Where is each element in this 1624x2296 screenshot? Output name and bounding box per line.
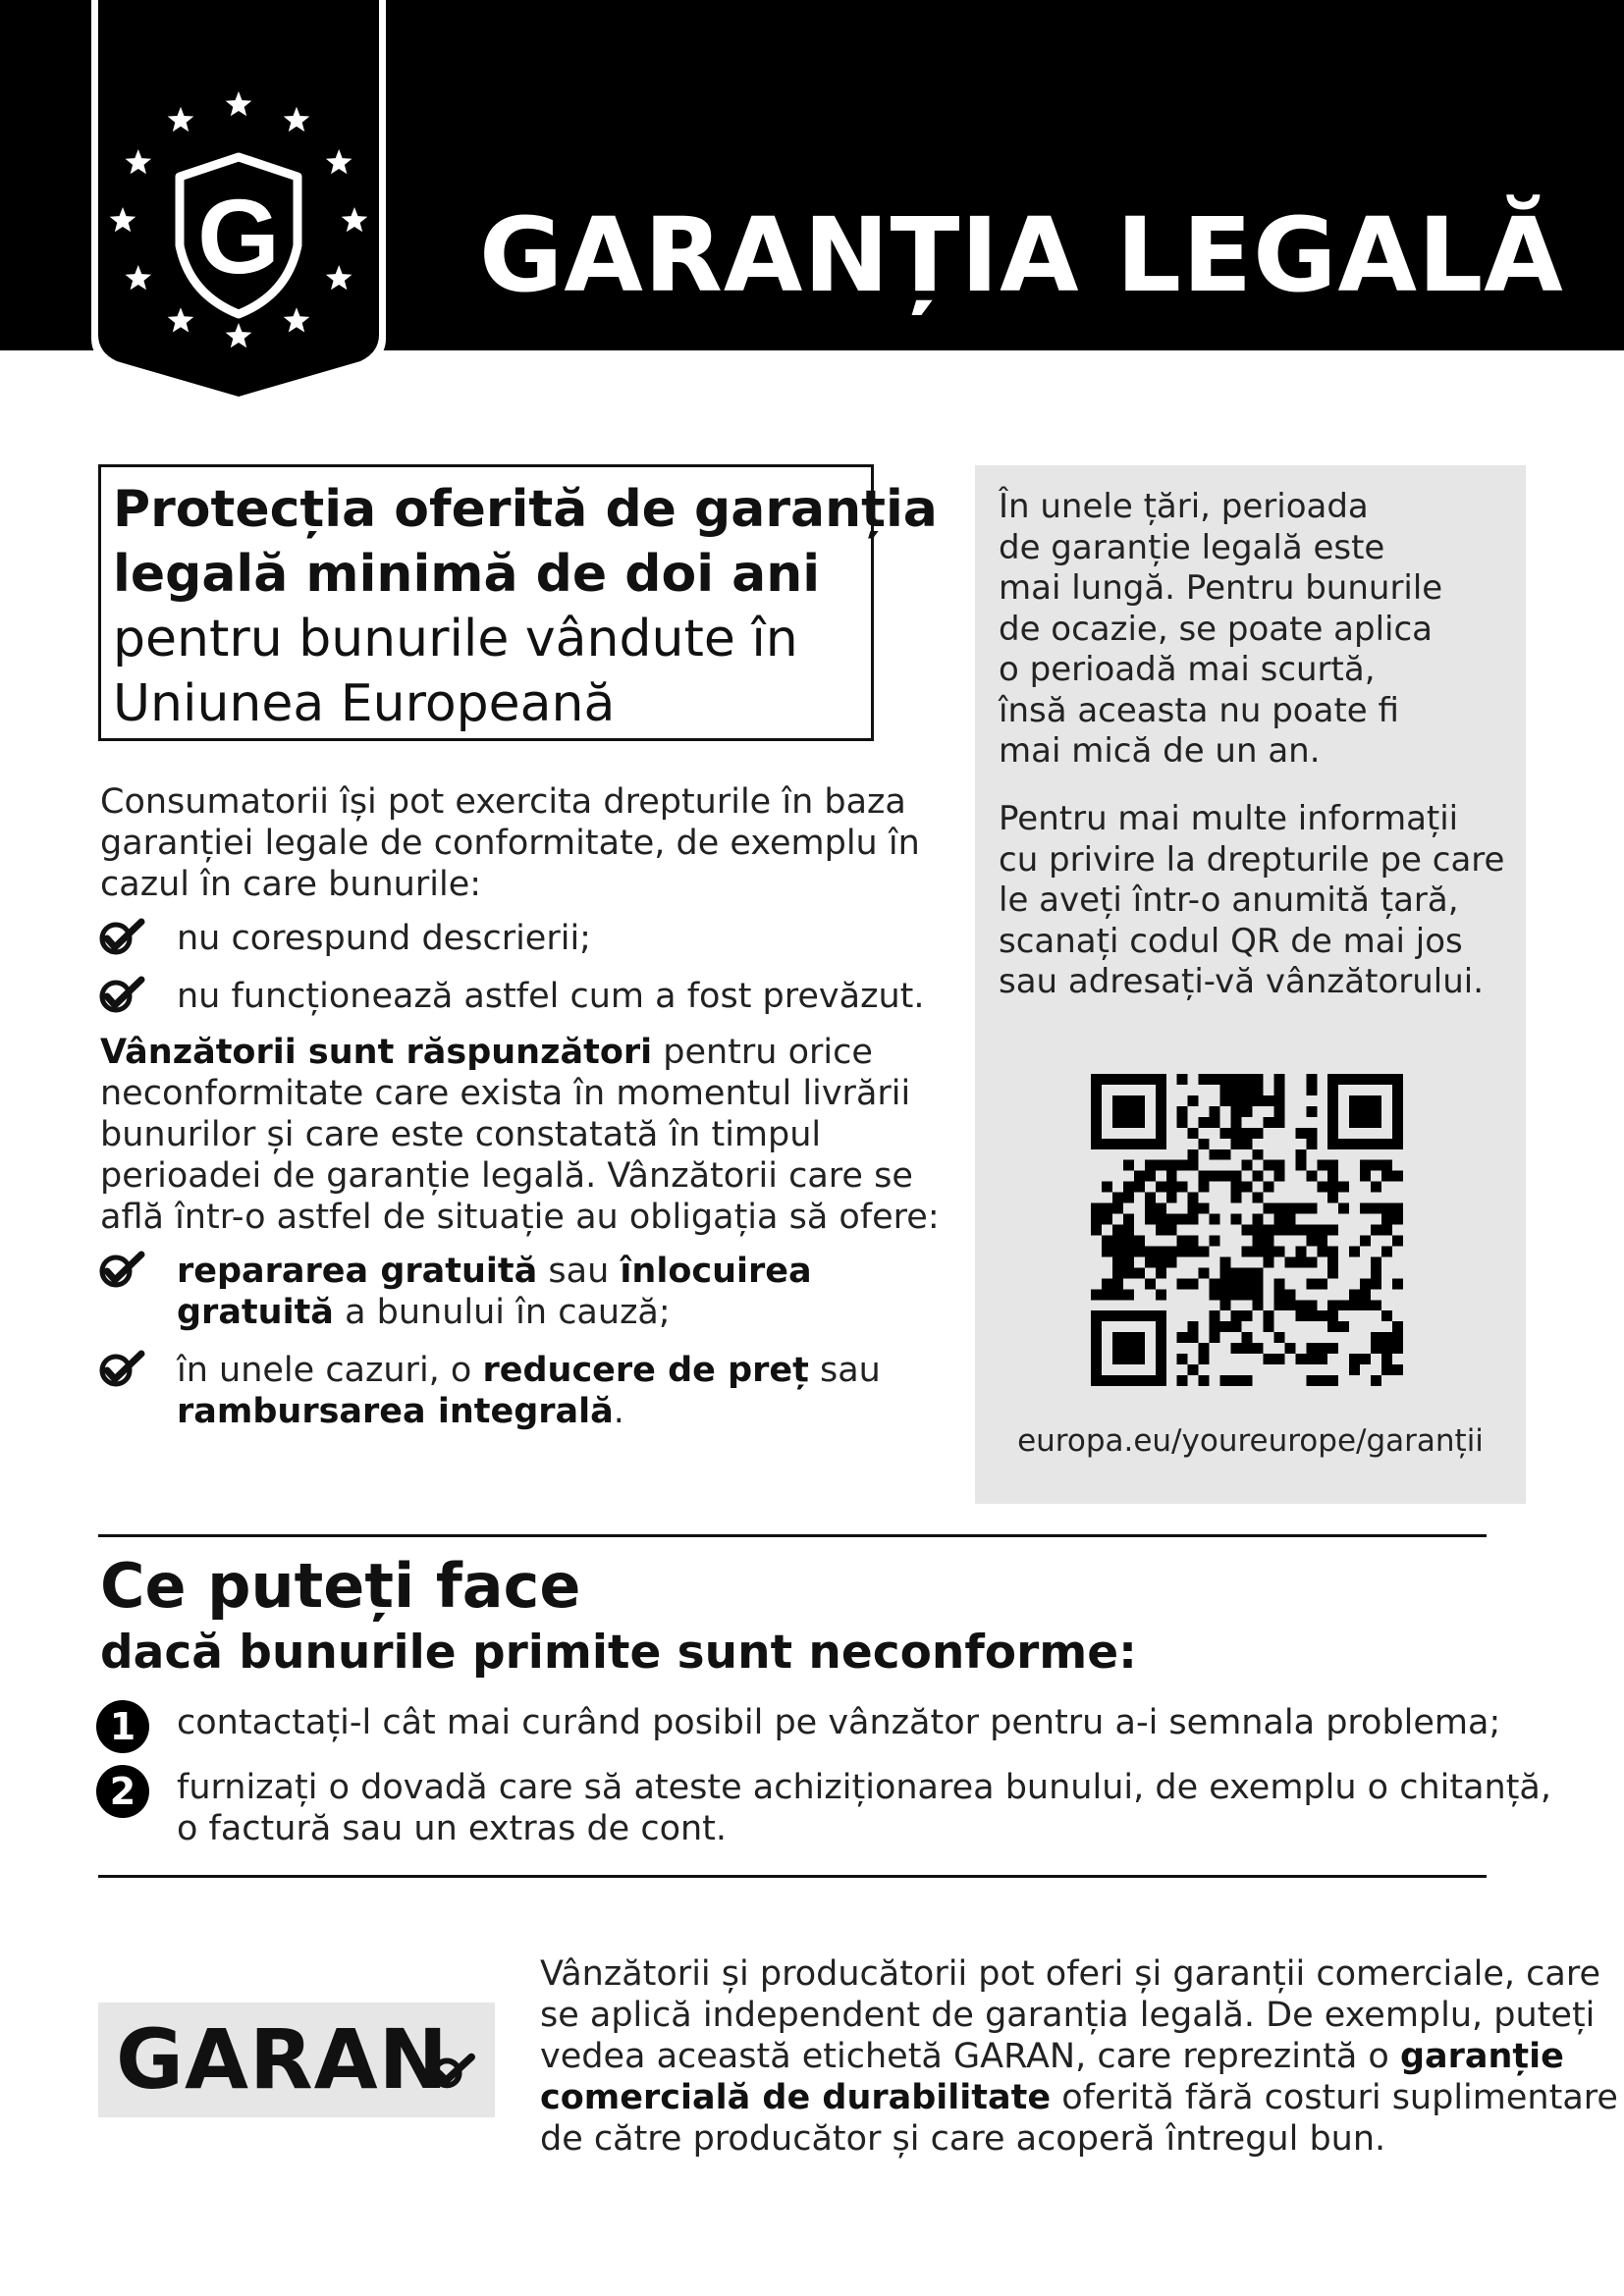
commercial-paragraph — [540, 1953, 1618, 2160]
sidebar-line: însă aceasta nu poate fi — [999, 690, 1399, 730]
sidebar-line: de ocazie, se poate aplica — [999, 609, 1434, 649]
qr-code-image[interactable] — [1091, 1074, 1403, 1386]
sidebar-panel — [975, 465, 1526, 1504]
remedy-text: în unele cazuri, o — [177, 1351, 483, 1390]
commercial-bold: garanție — [1399, 2037, 1564, 2076]
responsibility-line: află într-o astfel de situație au obligația să ofere: — [100, 1198, 940, 1237]
protection-heading-line: legală minimă de doi ani — [113, 545, 821, 604]
condition-text: nu funcționează astfel cum a fost prevăzut. — [177, 977, 925, 1016]
remedy-text: sau — [537, 1252, 621, 1291]
garan-check-icon — [428, 2052, 475, 2091]
page-title: GARANȚIA LEGALĂ — [479, 195, 1564, 315]
sidebar-line: sau adresați-vă vânzătorului. — [999, 962, 1485, 1001]
check-icon — [96, 1350, 145, 1389]
sidebar-paragraph — [999, 487, 1442, 773]
step-number-badge: 1 — [96, 1700, 149, 1753]
intro-line: garanției legale de conformitate, de exemplu în — [100, 824, 920, 863]
remedy-text: a bunului în cauză; — [333, 1293, 671, 1332]
responsibility-bold: Vânzătorii sunt răspunzători — [100, 1033, 653, 1072]
divider — [98, 1534, 1487, 1537]
intro-paragraph — [100, 781, 920, 905]
responsibility-line: bunurilor și care este constatată în timpul — [100, 1115, 822, 1154]
sidebar-line: Pentru mai multe informații — [999, 799, 1459, 838]
protection-box — [98, 464, 938, 741]
step-text: o factură sau un extras de cont. — [177, 1809, 728, 1848]
sidebar-paragraph — [999, 799, 1504, 1003]
step-text: furnizați o dovadă care să ateste achiziționarea bunului, de exemplu o chitanță, — [177, 1768, 1551, 1807]
actions-heading: Ce puteți face — [100, 1550, 581, 1622]
info-url-link[interactable]: europa.eu/youreurope/garanții — [1017, 1423, 1484, 1459]
check-icon — [96, 976, 145, 1015]
commercial-line: de către producător și care acoperă întregul bun. — [540, 2119, 1386, 2159]
actions-subheading: dacă bunurile primite sunt neconforme: — [100, 1626, 1137, 1680]
check-icon — [96, 1251, 145, 1290]
intro-line: Consumatorii își pot exercita drepturile în baza — [100, 782, 906, 822]
remedy-bold: rambursarea integrală — [177, 1392, 614, 1431]
responsibility-paragraph — [100, 1032, 940, 1238]
commercial-line: Vânzătorii și producătorii pot oferi și garanții comerciale, care — [540, 1954, 1601, 1994]
garan-label-word: GARAN — [116, 2011, 449, 2108]
condition-text: nu corespund descrierii; — [177, 919, 591, 958]
step-number-badge: 2 — [96, 1765, 149, 1818]
remedy-bold: reducere de preț — [482, 1351, 809, 1390]
remedy-bold: repararea gratuită — [177, 1252, 538, 1291]
check-icon — [96, 918, 145, 957]
remedy-bold: gratuită — [177, 1293, 334, 1332]
sidebar-line: de garanție legală este — [999, 527, 1385, 567]
commercial-bold: comercială de durabilitate — [540, 2078, 1052, 2117]
sidebar-line: scanați codul QR de mai jos — [999, 921, 1463, 961]
sidebar-line: o perioadă mai scurtă, — [999, 650, 1376, 689]
sidebar-line: le aveți într-o anumită țară, — [999, 881, 1459, 920]
sidebar-line: În unele țări, perioada — [999, 487, 1369, 526]
remedy-text: sau — [808, 1351, 881, 1390]
remedy-text: . — [613, 1392, 624, 1431]
responsibility-line: neconformitate care exista în momentul livrării — [100, 1074, 911, 1113]
responsibility-line: perioadei de garanție legală. Vânzătorii care se — [100, 1156, 913, 1196]
sidebar-line: mai lungă. Pentru bunurile — [999, 568, 1443, 608]
commercial-line: oferită fără costuri suplimentare — [1051, 2078, 1618, 2117]
remedy-bold: înlocuirea — [620, 1252, 812, 1291]
divider — [98, 1875, 1487, 1878]
intro-line: cazul în care bunurile: — [100, 865, 482, 904]
commercial-line: vedea această etichetă GARAN, care reprezintă o — [540, 2037, 1400, 2076]
commercial-line: se aplică independent de garanția legală. De exemplu, puteți — [540, 1996, 1596, 2035]
sidebar-line: mai mică de un an. — [999, 731, 1321, 771]
sidebar-line: cu privire la drepturile pe care — [999, 839, 1505, 880]
protection-heading-line: Uniunea Europeană — [113, 674, 616, 733]
logo-letter: G — [196, 177, 281, 295]
protection-heading-line: pentru bunurile vândute în — [113, 610, 798, 668]
responsibility-text: pentru orice — [652, 1033, 873, 1072]
protection-heading-line: Protecția oferită de garanția — [113, 480, 938, 539]
step-text: contactați-l cât mai curând posibil pe vânzător pentru a-i semnala problema; — [177, 1703, 1501, 1742]
garan-label — [98, 2002, 495, 2117]
eu-stars-shield-logo — [91, 0, 386, 404]
